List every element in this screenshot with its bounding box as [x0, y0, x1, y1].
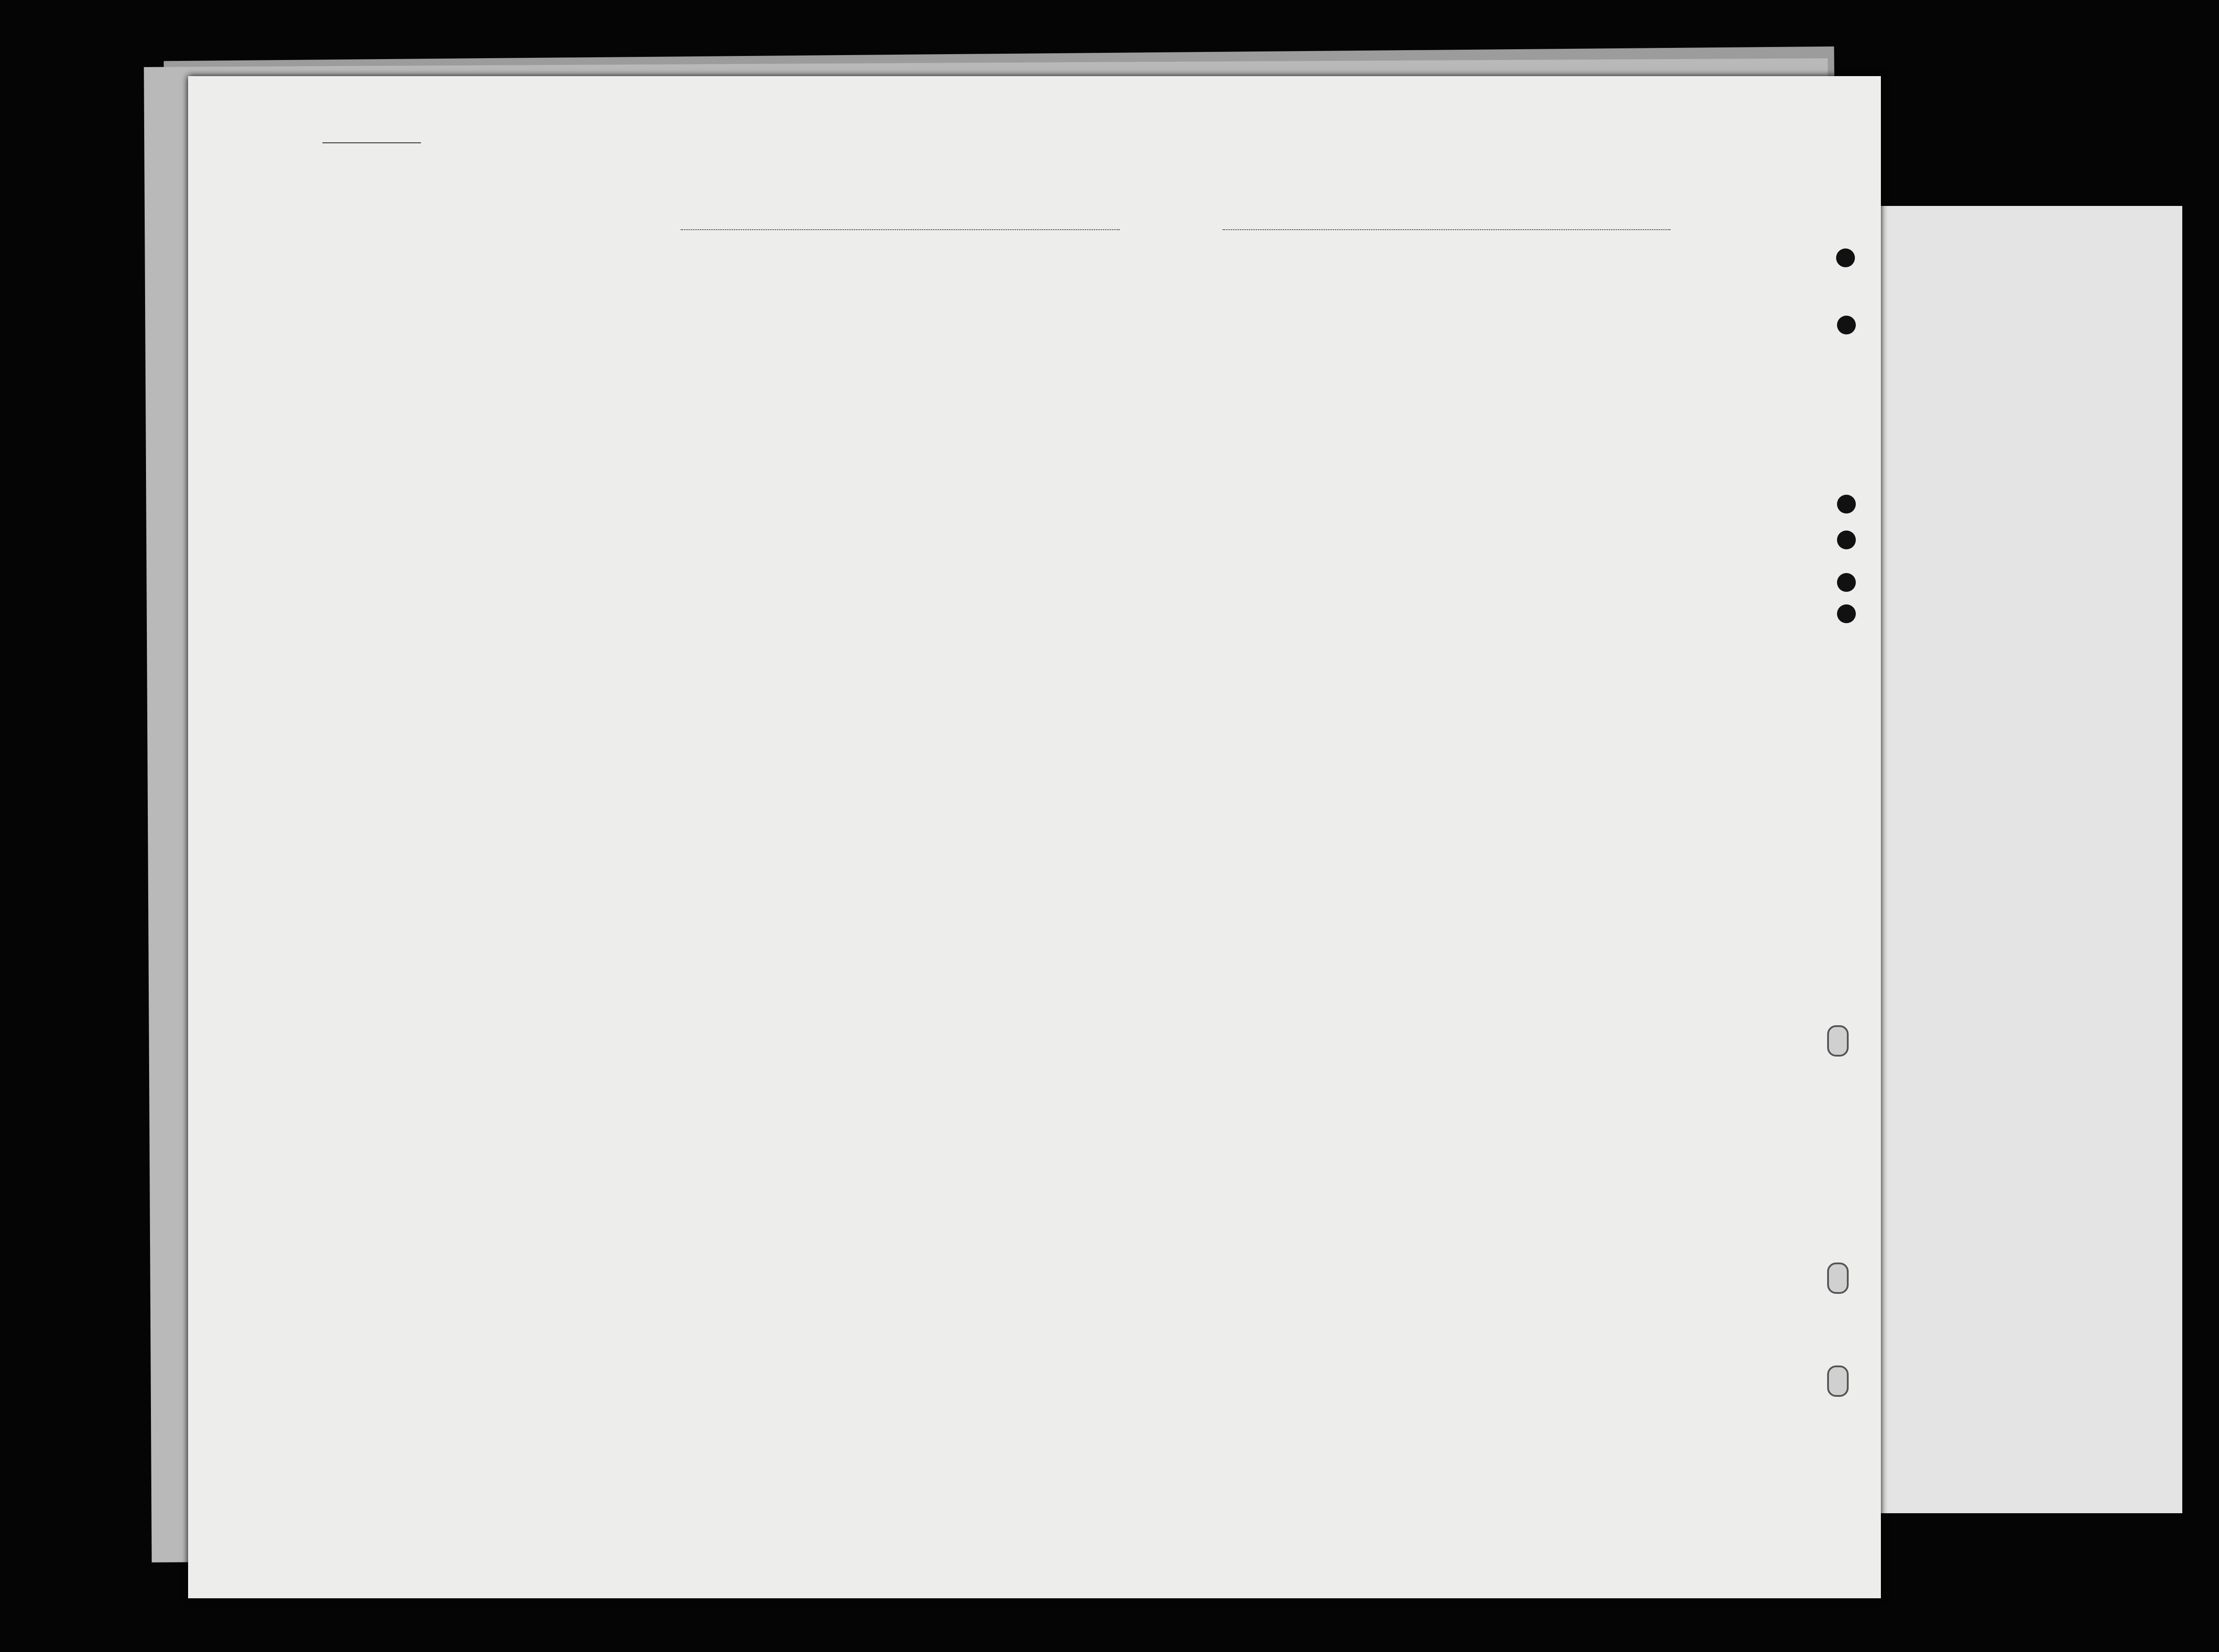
- manifest-page: [188, 76, 1881, 1598]
- punch-hole: [1827, 1025, 1849, 1057]
- dotted-line: [1223, 229, 1670, 230]
- punch-hole: [1827, 1263, 1849, 1294]
- dotted-line: [681, 229, 1120, 230]
- ink-blot: [1837, 316, 1856, 334]
- ink-blot: [1837, 531, 1856, 549]
- ink-blot: [1837, 495, 1856, 514]
- ink-blot: [1837, 604, 1856, 623]
- punch-hole: [1827, 1365, 1849, 1397]
- ink-blot: [1837, 573, 1856, 592]
- list-line: [322, 142, 421, 143]
- table-grid: [188, 76, 1881, 1598]
- ink-blot: [1836, 248, 1855, 267]
